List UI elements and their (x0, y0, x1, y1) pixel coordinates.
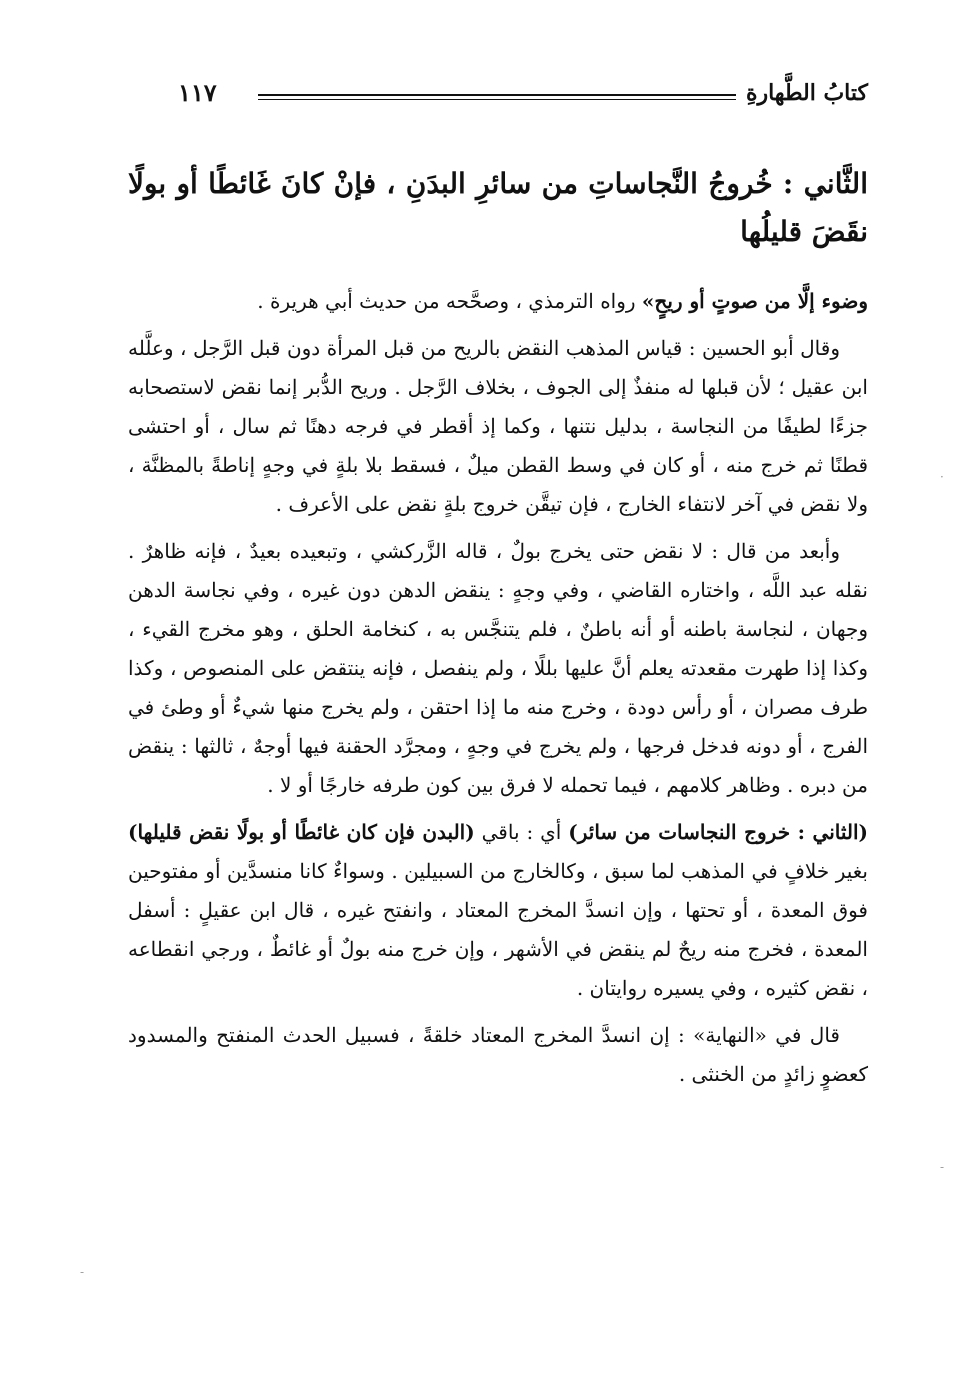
paragraph-1 (128, 282, 868, 321)
hadith-quote: وضوء إلَّا من صوتٍ أو ريحٍ» (641, 289, 868, 313)
running-title: كتابُ الطَّهارةِ (745, 80, 868, 106)
paragraph-3: وأبعد من قال : لا نقض حتى يخرج بولٌ ، قاله الزَّركشي ، وتبعيده بعيدٌ ، فإنه ظاهرٌ . نقله عبد اللَّه ، واختاره القاضي ، وفي وجهٍ : ينقض الدهن دون غيره ، وفي نجاسة الدهن وجهان ، لنجاسة باطنه أو أنه باطنٌ ، فلم يتنجَّس به ، كنخامة الحلق ، وهو مخرج القيء ، وكذا إذا طهرت مقعدته يعلم أنَّ عليها بللًا ، ولم ينفصل ، فإنه ينتقض على المنصوص ، وكذا طرف مصران ، أو رأس دودة ، وخرج منه ما إذا احتقن ، ولم يخرج منها شيءٌ أو وطئ في الفرج ، أو دونه فدخل فرجها ، ولم يخرج في وجهٍ ، ومجرَّد الحقنة فيها أوجهٌ ، ثالثها : ينقض من دبره . وظاهر كلامهم ، فيما تحمله لا فرق بين كون طرفه خارجًا أو لا . (128, 539, 868, 797)
matn-quote-1: (الثاني : خروج النجاسات من سائر) (568, 820, 869, 844)
page-number: ١١٧ (178, 78, 217, 107)
paragraph-text: رواه الترمذي ، وصحَّحه من حديث أبي هريرة . (257, 289, 642, 313)
paragraph-5: قال في «النهاية» : إن انسدَّ المخرج المعتاد خلقةً ، فسبيل الحدث المنفتح والمسدود كعضوٍ زائدٍ من الخنثى . (128, 1023, 868, 1086)
page-header (178, 78, 868, 118)
commentary-body (128, 282, 868, 1102)
scan-mark: · (940, 470, 944, 484)
scan-mark: - (940, 1160, 945, 1174)
paragraph-text: بغير خلافٍ في المذهب لما سبق ، وكالخارج من السبيلين . وسواءٌ كانا منسدَّين أو مفتوحين فوق المعدة ، أو تحتها ، وإن انسدَّ المخرج المعتاد ، وانفتح غيره ، قال ابن عقيلٍ : أسفل المعدة ، فخرج منه ريحٌ لم ينقض في الأشهر ، وإن خرج منه بولٌ أو غائطٌ ، ورجي انقطاعه ، نقض كثيره ، وفي يسيره روايتان . (128, 859, 868, 1000)
scan-mark: - (80, 1265, 85, 1279)
header-rule (258, 94, 736, 100)
paragraph-4 (128, 813, 868, 1008)
paragraph-text: أي : باقي (474, 820, 569, 844)
paragraph-2: وقال أبو الحسين : قياس المذهب النقض بالريح من قبل المرأة دون قبل الرَّجل ، وعلَّله ابن عقيل ؛ لأن قبلها له منفذٌ إلى الجوف ، بخلاف الرَّجل . وريح الدُّبر إنما نقض لاستصحابه جزءًا لطيفًا من النجاسة ، بدليل نتنها ، وكما إذ أقطر في فرجه دهنًا ثم سال ، أو احتشى قطنًا ثم خرج منه ، أو كان في وسط القطن ميلٌ ، فسقط بلا بلةٍ في وجهٍ إناطةً بالمظنَّة ، ولا نقض في آخر لانتفاء الخارج ، فإن تيقَّن خروج بلةٍ نقض على الأعرف . (128, 336, 868, 516)
matn-text: الثَّاني : خُروجُ النَّجاساتِ من سائرِ البدَنِ ، فإنْ كانَ غَائطًا أو بولًا نقَضَ قليلُها (128, 167, 868, 248)
matn-quote-2: (البدن فإن كان غائطًا أو بولًا نقض قليلها) (128, 820, 475, 844)
